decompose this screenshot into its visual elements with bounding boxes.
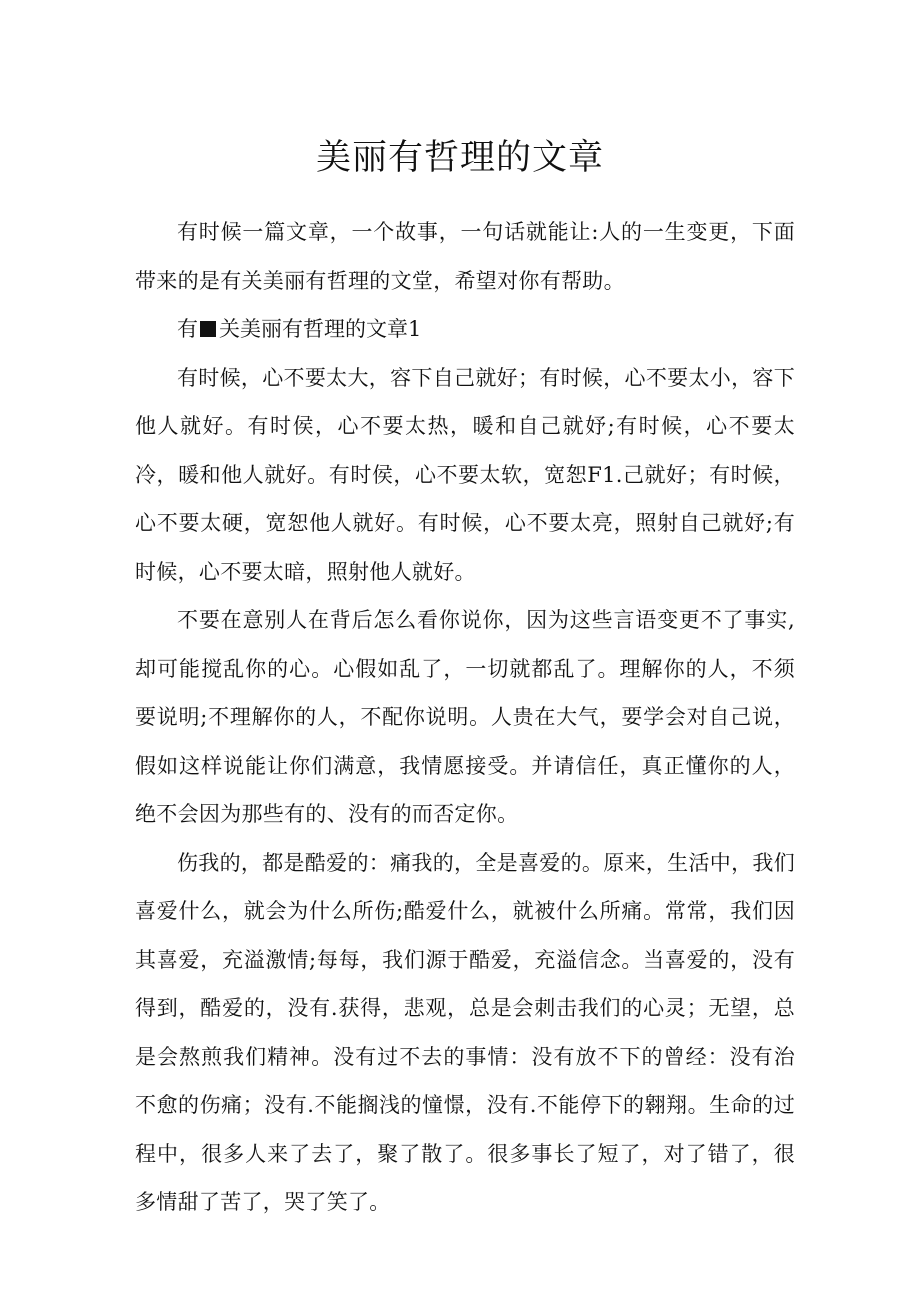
body-paragraph-2: 不要在意别人在背后怎么看你说你，因为这些言语变更不了事实,却可能搅乱你的心。心假如乱了，一切就都乱了。理解你的人，不须要说明;不理解你的人，不配你说明。人贵在大气，要学会对自己说，假如这样说能让你们满意，我情愿接受。并请信任，真正懂你的人，绝不会因为那些有的、没有的而否定你。 <box>135 608 795 826</box>
section-heading-suffix: 关美丽有哲理的文章1 <box>219 317 422 341</box>
square-icon <box>200 321 216 337</box>
page-title: 美丽有哲理的文章 <box>315 138 604 178</box>
body-paragraph-1: 有时候，心不要太大，容下自己就好；有时候，心不要太小，容下他人就好。有时侯，心不要太热，暖和自己就妤;有时候，心不要太冷，暖和他人就好。有时侯，心不要太软，宽恕F1.己就好；有时候，心不要太硬，宽恕他人就好。有时候，心不要太亮，照射自己就妤;有时候，心不要太暗，照射他人就好。 <box>135 365 795 584</box>
intro-paragraph: 有时候一篇文章，一个故事，一句话就能让:人的一生变更，下面带来的是有关美丽有哲理的文堂，希望对你有帮助。 <box>135 220 795 293</box>
section-heading <box>135 305 795 354</box>
document-body <box>135 208 795 1227</box>
section-heading-prefix: 有 <box>177 317 198 341</box>
body-paragraph-3: 伤我的，都是酷爱的：痛我的，全是喜爱的。原来，生活中，我们喜爱什么，就会为什么所伤;酷爱什么，就被什么所痛。常常，我们因其喜爱，充溢激情;每每，我们源于酷爱，充溢信念。当喜爱的，没有得到，酷爱的，没有.获得，悲观，总是会刺击我们的心灵；无望，总是会熬煎我们精神。没有过不去的事情：没有放不下的曾经：没有治不愈的伤痛；没有.不能搁浅的憧憬，没有.不能停下的翱翔。生命的过程中，很多人来了去了，聚了散了。很多事长了短了，对了错了，很多情甜了苦了，哭了笑了。 <box>135 850 795 1214</box>
